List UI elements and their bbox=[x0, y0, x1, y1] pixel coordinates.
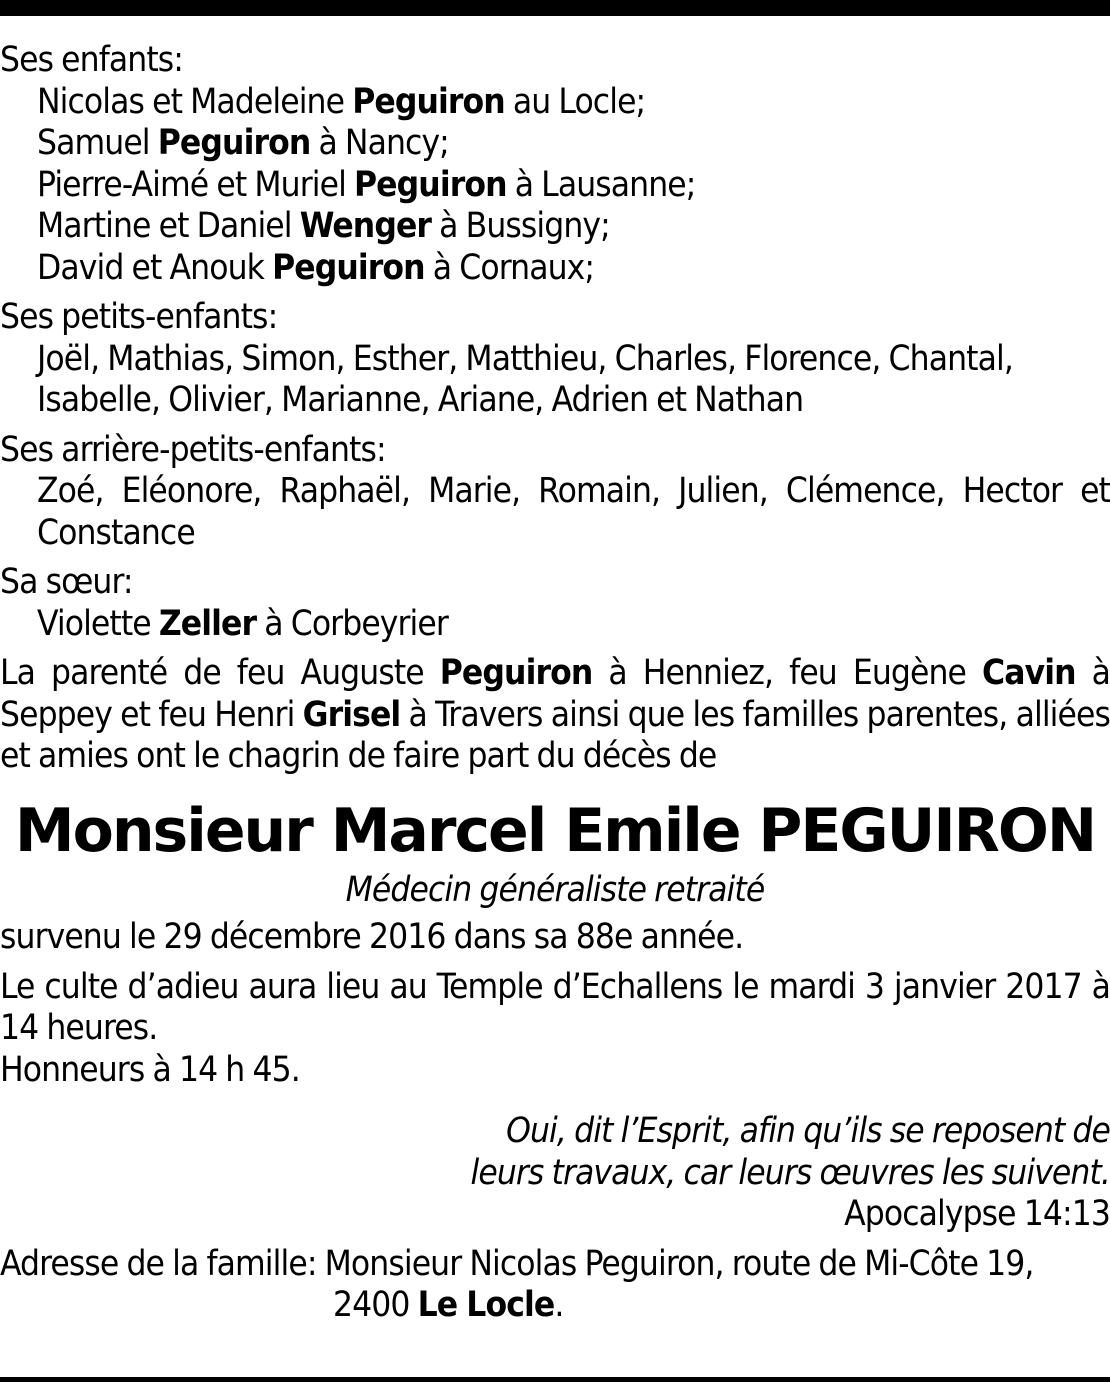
service-info: Le culte d’adieu aura lieu au Temple d’Echallens le mardi 3 janvier 2017 à 14 heures. bbox=[0, 966, 1110, 1048]
given-names: Violette bbox=[37, 603, 159, 644]
obituary-notice bbox=[0, 40, 1110, 1327]
children-heading: Ses enfants: bbox=[0, 40, 184, 80]
child-line bbox=[37, 123, 1110, 165]
great-grandchildren-heading: Ses arrière-petits-enfants: bbox=[0, 429, 386, 470]
place: à Corbeyrier bbox=[256, 603, 448, 644]
surname: Peguiron bbox=[272, 247, 425, 288]
sister-line bbox=[37, 604, 1110, 646]
surname: Cavin bbox=[982, 653, 1076, 693]
surname: Peguiron bbox=[354, 164, 507, 205]
surname: Zeller bbox=[158, 603, 257, 644]
bottom-rule bbox=[0, 1377, 1110, 1382]
verse-reference: Apocalypse 14:13 bbox=[844, 1194, 1110, 1234]
given-names: Samuel bbox=[37, 123, 158, 163]
kinship-text: à Henniez, feu Eugène bbox=[592, 653, 983, 693]
grandchildren-heading: Ses petits-enfants: bbox=[0, 297, 278, 337]
surname: Peguiron bbox=[439, 653, 593, 693]
grandchildren-section bbox=[0, 297, 1110, 422]
place: à Cornaux; bbox=[424, 247, 595, 288]
great-grandchildren-names: Zoé, Eléonore, Raphaël, Marie, Romain, Julien, Clémence, Hector et Constance bbox=[37, 471, 1110, 553]
period: . bbox=[554, 1285, 564, 1325]
child-line bbox=[37, 248, 1110, 290]
sister-heading: Sa sœur: bbox=[0, 562, 133, 602]
verse-line: Oui, dit l’Esprit, afin qu’ils se reposent de bbox=[506, 1111, 1110, 1151]
place: à Bussigny; bbox=[431, 206, 610, 246]
place: à Lausanne; bbox=[506, 164, 696, 205]
place: à Nancy; bbox=[310, 123, 449, 163]
death-notice: survenu le 29 décembre 2016 dans sa 88e année. bbox=[0, 917, 744, 957]
child-line bbox=[37, 206, 1110, 248]
family-address-city bbox=[333, 1285, 1110, 1327]
children-section bbox=[0, 40, 1110, 289]
city: Le Locle bbox=[417, 1285, 555, 1325]
given-names: Martine et Daniel bbox=[37, 206, 300, 246]
surname: Grisel bbox=[302, 694, 401, 735]
kinship-paragraph bbox=[0, 653, 1110, 778]
top-rule bbox=[0, 0, 1110, 16]
postcode: 2400 bbox=[333, 1285, 418, 1325]
great-grandchildren-section bbox=[0, 430, 1110, 555]
kinship-text: La parenté de feu Auguste bbox=[0, 653, 440, 693]
bible-verse bbox=[0, 1111, 1110, 1236]
grandchildren-names: Joël, Mathias, Simon, Esther, Matthieu, Charles, Florence, Chantal, Isabelle, Olivier, Marianne, Ariane, Adrien et Nathan bbox=[37, 338, 1013, 420]
deceased-name: Monsieur Marcel Emile PEGUIRON bbox=[14, 795, 1096, 866]
sister-section bbox=[0, 562, 1110, 645]
surname: Wenger bbox=[299, 206, 432, 246]
family-address: Adresse de la famille: Monsieur Nicolas Peguiron, route de Mi-Côte 19, bbox=[0, 1243, 1034, 1284]
given-names: David et Anouk bbox=[37, 247, 273, 288]
kinship-text: à Seppey et feu Henri bbox=[0, 653, 1110, 735]
honours-info: Honneurs à 14 h 45. bbox=[0, 1049, 300, 1090]
deceased-profession: Médecin généraliste retraité bbox=[345, 869, 765, 910]
child-line bbox=[37, 165, 1110, 207]
kinship-text: à Travers ainsi que les familles parentes, alliées et amies ont le chagrin de faire part du décès de bbox=[0, 694, 1110, 776]
given-names: Pierre-Aimé et Muriel bbox=[37, 164, 355, 205]
verse-line: leurs travaux, car leurs œuvres les suivent. bbox=[470, 1152, 1110, 1193]
place: au Locle; bbox=[504, 81, 646, 122]
surname: Peguiron bbox=[157, 123, 311, 163]
surname: Peguiron bbox=[352, 81, 505, 122]
given-names: Nicolas et Madeleine bbox=[37, 81, 353, 122]
child-line bbox=[37, 82, 1110, 124]
